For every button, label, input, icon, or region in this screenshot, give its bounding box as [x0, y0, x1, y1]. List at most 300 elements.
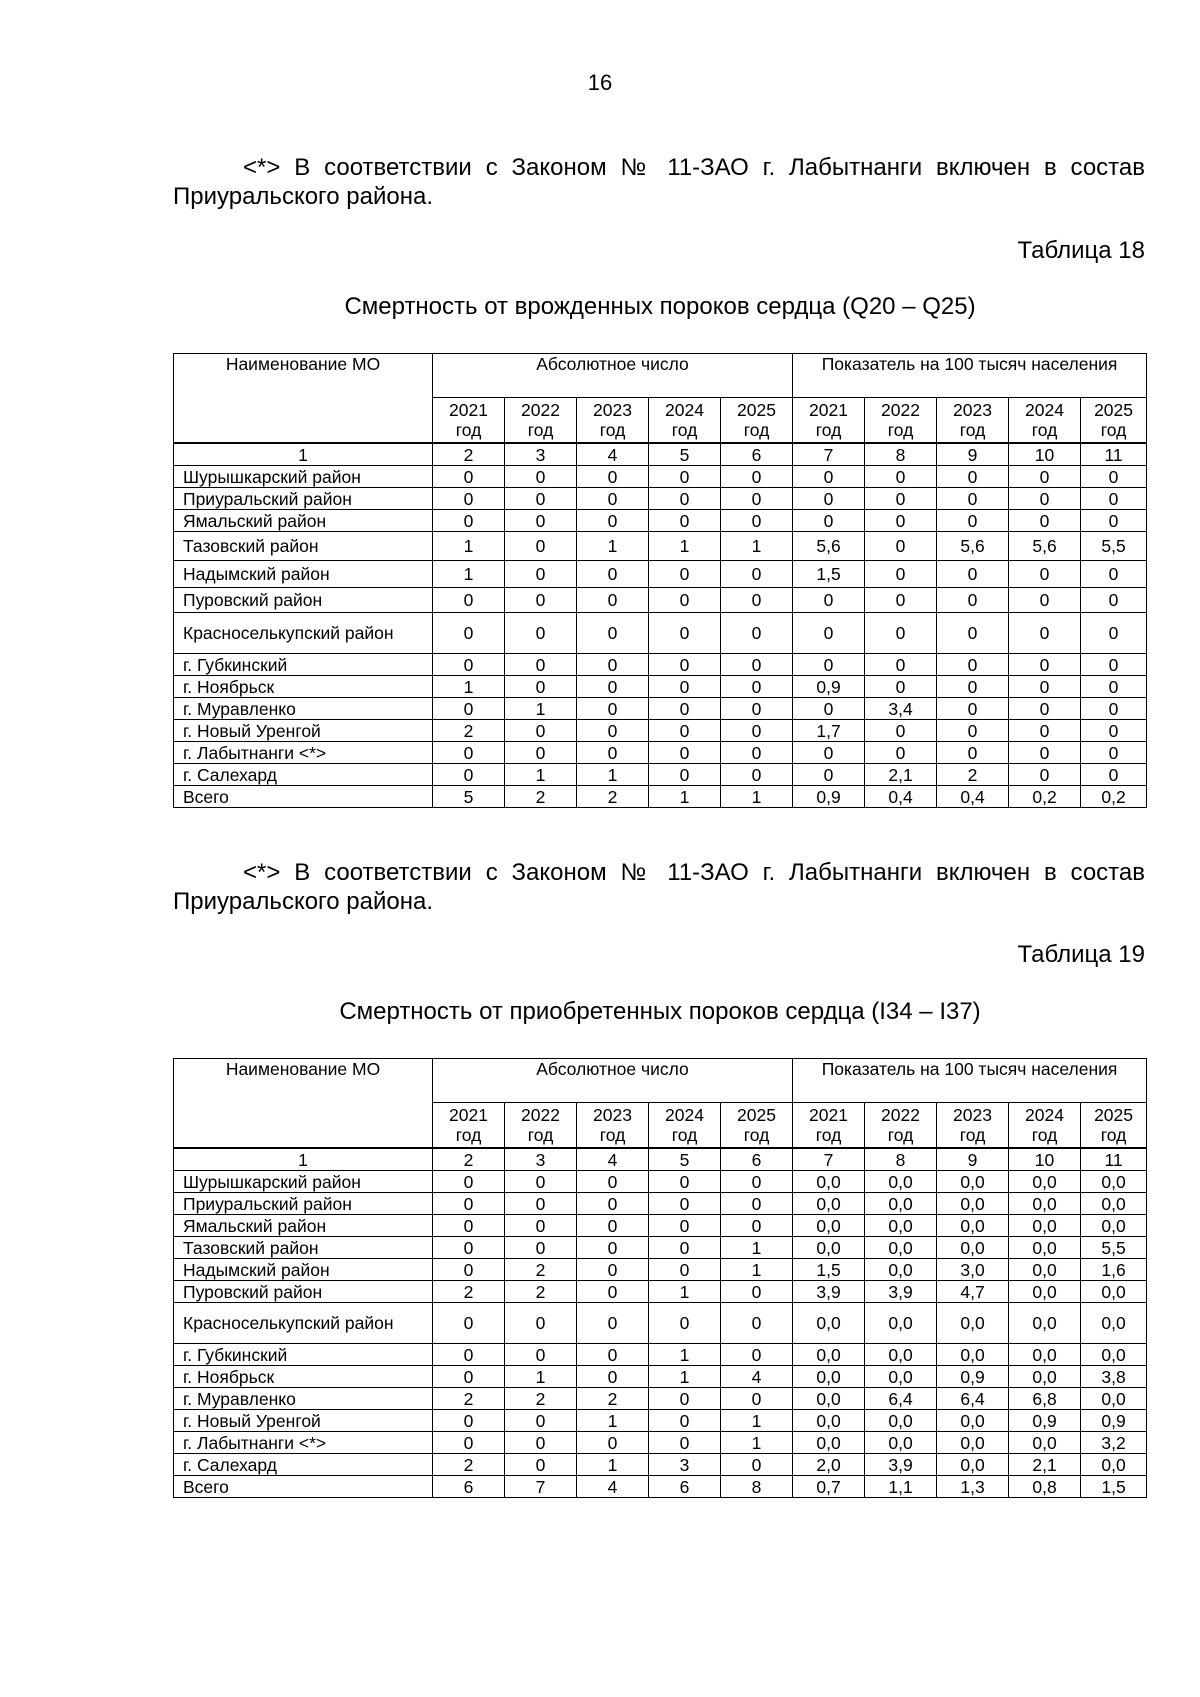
- value-cell: 0: [505, 742, 577, 764]
- value-cell: 0: [433, 1344, 505, 1366]
- value-cell: 0: [433, 764, 505, 786]
- value-cell: 0: [937, 720, 1009, 742]
- value-cell: 0: [649, 742, 721, 764]
- value-cell: 0: [721, 1303, 793, 1344]
- value-cell: 0: [505, 613, 577, 654]
- column-number-cell: 5: [649, 443, 721, 466]
- value-cell: 0: [433, 588, 505, 613]
- column-number-cell: 9: [937, 443, 1009, 466]
- table-row: [174, 1454, 1147, 1476]
- table-row: [174, 1171, 1147, 1193]
- value-cell: 1: [649, 1281, 721, 1303]
- value-cell: 0: [433, 1259, 505, 1281]
- value-cell: 0: [721, 588, 793, 613]
- value-cell: 0,7: [793, 1476, 865, 1498]
- value-cell: 0,0: [865, 1344, 937, 1366]
- value-cell: 0: [937, 510, 1009, 532]
- row-name-cell: Шурышкарский район: [174, 1171, 433, 1193]
- value-cell: 1,5: [1081, 1476, 1147, 1498]
- value-cell: 0,0: [865, 1303, 937, 1344]
- table-19-title: Смертность от приобретенных пороков сердца (I34 – I37): [339, 998, 981, 1025]
- row-name-cell: Приуральский район: [174, 1193, 433, 1215]
- value-cell: 0: [937, 676, 1009, 698]
- header-year-cell: 2025 год: [721, 398, 793, 444]
- value-cell: 0: [577, 466, 649, 488]
- value-cell: 0: [577, 561, 649, 588]
- value-cell: 0,0: [1009, 1259, 1081, 1281]
- value-cell: 0: [433, 1432, 505, 1454]
- value-cell: 0: [793, 588, 865, 613]
- value-cell: 1,3: [937, 1476, 1009, 1498]
- value-cell: 0: [793, 466, 865, 488]
- value-cell: 0: [793, 488, 865, 510]
- value-cell: 0: [865, 588, 937, 613]
- column-number-cell: 2: [433, 1148, 505, 1171]
- page-number: 16: [587, 70, 613, 95]
- value-cell: 0: [577, 742, 649, 764]
- value-cell: 0,0: [865, 1259, 937, 1281]
- value-cell: 2: [505, 1259, 577, 1281]
- value-cell: 0: [433, 742, 505, 764]
- value-cell: 0: [433, 466, 505, 488]
- value-cell: 0,0: [865, 1237, 937, 1259]
- value-cell: 1,5: [793, 1259, 865, 1281]
- value-cell: 0,0: [865, 1366, 937, 1388]
- row-name-cell: г. Муравленко: [174, 1388, 433, 1410]
- value-cell: 0: [793, 510, 865, 532]
- value-cell: 0: [1009, 510, 1081, 532]
- value-cell: 2: [577, 786, 649, 808]
- value-cell: 0,0: [937, 1193, 1009, 1215]
- column-number-cell: 9: [937, 1148, 1009, 1171]
- value-cell: 0: [721, 488, 793, 510]
- value-cell: 8: [721, 1476, 793, 1498]
- value-cell: 0: [1009, 654, 1081, 676]
- header-year-cell: 2021 год: [433, 1103, 505, 1149]
- table-19: [173, 1058, 1147, 1498]
- column-number-cell: 10: [1009, 443, 1081, 466]
- value-cell: 0: [649, 1303, 721, 1344]
- table-row: [174, 698, 1147, 720]
- value-cell: 0: [577, 654, 649, 676]
- row-name-cell: г. Ноябрьск: [174, 676, 433, 698]
- header-year-cell: 2025 год: [1081, 1103, 1147, 1149]
- table-row: [174, 1237, 1147, 1259]
- table-row: [174, 1432, 1147, 1454]
- value-cell: 1: [577, 1454, 649, 1476]
- column-number-cell: 11: [1081, 443, 1147, 466]
- column-number-cell: 3: [505, 1148, 577, 1171]
- value-cell: 0,0: [937, 1344, 1009, 1366]
- table-row: [174, 654, 1147, 676]
- value-cell: 0,0: [1009, 1344, 1081, 1366]
- value-cell: 0,0: [937, 1237, 1009, 1259]
- table-row: [174, 1259, 1147, 1281]
- value-cell: 0: [1009, 676, 1081, 698]
- table-row: [174, 532, 1147, 561]
- value-cell: 0: [505, 561, 577, 588]
- value-cell: 0: [1009, 488, 1081, 510]
- row-name-cell: Всего: [174, 786, 433, 808]
- value-cell: 0,0: [865, 1410, 937, 1432]
- value-cell: 4,7: [937, 1281, 1009, 1303]
- value-cell: 3,9: [865, 1454, 937, 1476]
- row-name-cell: Красноселькупский район: [174, 613, 433, 654]
- value-cell: 0: [721, 1388, 793, 1410]
- value-cell: 0,0: [937, 1215, 1009, 1237]
- value-cell: 1: [649, 532, 721, 561]
- value-cell: 0,0: [1081, 1215, 1147, 1237]
- table-row: [174, 510, 1147, 532]
- column-number-cell: 6: [721, 1148, 793, 1171]
- header-row: [174, 1059, 1147, 1103]
- value-cell: 2: [433, 720, 505, 742]
- value-cell: 2: [433, 1281, 505, 1303]
- value-cell: 5,5: [1081, 1237, 1147, 1259]
- value-cell: 0: [865, 561, 937, 588]
- value-cell: 2,1: [1009, 1454, 1081, 1476]
- value-cell: 0: [577, 1171, 649, 1193]
- table-row: [174, 613, 1147, 654]
- value-cell: 2: [505, 1281, 577, 1303]
- value-cell: 3: [649, 1454, 721, 1476]
- value-cell: 0: [1081, 561, 1147, 588]
- value-cell: 0: [649, 1410, 721, 1432]
- header-rate-cell: Показатель на 100 тысяч населения: [793, 354, 1147, 398]
- header-year-cell: 2023 год: [577, 398, 649, 444]
- value-cell: 0: [1081, 510, 1147, 532]
- value-cell: 0: [937, 488, 1009, 510]
- value-cell: 0: [505, 1454, 577, 1476]
- header-year-cell: 2025 год: [1081, 398, 1147, 444]
- value-cell: 0: [505, 654, 577, 676]
- value-cell: 0: [721, 466, 793, 488]
- column-number-cell: 1: [174, 443, 433, 466]
- value-cell: 0,0: [1009, 1171, 1081, 1193]
- value-cell: 0: [505, 1410, 577, 1432]
- value-cell: 5,6: [937, 532, 1009, 561]
- value-cell: 0: [721, 676, 793, 698]
- value-cell: 0: [505, 510, 577, 532]
- row-name-cell: г. Новый Уренгой: [174, 720, 433, 742]
- value-cell: 0: [433, 613, 505, 654]
- table-18-label: Таблица 18: [1017, 237, 1145, 264]
- value-cell: 0: [721, 510, 793, 532]
- value-cell: 0: [865, 613, 937, 654]
- value-cell: 0: [721, 720, 793, 742]
- row-name-cell: Красноселькупский район: [174, 1303, 433, 1344]
- table-row: [174, 1410, 1147, 1432]
- value-cell: 0: [1009, 588, 1081, 613]
- table-row: [174, 676, 1147, 698]
- table-row: [174, 1215, 1147, 1237]
- header-year-cell: 2022 год: [865, 398, 937, 444]
- table-row: [174, 488, 1147, 510]
- value-cell: 1,5: [793, 561, 865, 588]
- table-row: [174, 1303, 1147, 1344]
- value-cell: 0: [649, 613, 721, 654]
- column-number-cell: 8: [865, 1148, 937, 1171]
- value-cell: 3,2: [1081, 1432, 1147, 1454]
- value-cell: 0: [577, 1281, 649, 1303]
- value-cell: 0,0: [1009, 1303, 1081, 1344]
- value-cell: 1: [577, 764, 649, 786]
- header-year-cell: 2025 год: [721, 1103, 793, 1149]
- table-row: [174, 1344, 1147, 1366]
- value-cell: 0: [1009, 698, 1081, 720]
- value-cell: 1: [433, 676, 505, 698]
- value-cell: 4: [721, 1366, 793, 1388]
- table-row: [174, 742, 1147, 764]
- value-cell: 0,9: [1009, 1410, 1081, 1432]
- footnote-1-text: <*> В соответствии с Законом № 11-ЗАО г. Лабытнанги включен в состав Приуральского района.: [173, 154, 1145, 210]
- header-absolute-cell: Абсолютное число: [433, 1059, 793, 1103]
- value-cell: 0: [433, 1366, 505, 1388]
- value-cell: 0: [721, 1454, 793, 1476]
- column-number-cell: 7: [793, 443, 865, 466]
- table-row: [174, 764, 1147, 786]
- value-cell: 0: [577, 1432, 649, 1454]
- header-absolute-cell: Абсолютное число: [433, 354, 793, 398]
- value-cell: 0: [937, 561, 1009, 588]
- value-cell: 0: [1009, 720, 1081, 742]
- header-year-cell: 2022 год: [505, 398, 577, 444]
- row-name-cell: Всего: [174, 1476, 433, 1498]
- table-18-title: Смертность от врожденных пороков сердца (Q20 – Q25): [344, 293, 976, 320]
- value-cell: 0,0: [1081, 1454, 1147, 1476]
- value-cell: 1,6: [1081, 1259, 1147, 1281]
- value-cell: 0: [721, 698, 793, 720]
- value-cell: 1: [577, 1410, 649, 1432]
- row-name-cell: г. Салехард: [174, 1454, 433, 1476]
- value-cell: 0: [505, 1303, 577, 1344]
- column-number-cell: 7: [793, 1148, 865, 1171]
- header-year-cell: 2024 год: [1009, 398, 1081, 444]
- value-cell: 0: [649, 1432, 721, 1454]
- footnote-1: [173, 153, 1145, 211]
- value-cell: 0: [1009, 561, 1081, 588]
- value-cell: 0: [937, 698, 1009, 720]
- value-cell: 0,4: [937, 786, 1009, 808]
- value-cell: 1: [721, 532, 793, 561]
- row-name-cell: г. Ноябрьск: [174, 1366, 433, 1388]
- value-cell: 0,0: [937, 1171, 1009, 1193]
- value-cell: 0: [577, 1215, 649, 1237]
- value-cell: 1: [721, 1432, 793, 1454]
- column-number-cell: 4: [577, 443, 649, 466]
- table-row: [174, 466, 1147, 488]
- value-cell: 0,0: [937, 1303, 1009, 1344]
- value-cell: 2: [505, 786, 577, 808]
- value-cell: 0: [505, 720, 577, 742]
- row-name-cell: г. Лабытнанги <*>: [174, 1432, 433, 1454]
- value-cell: 0: [577, 1193, 649, 1215]
- value-cell: 0: [1009, 466, 1081, 488]
- header-year-cell: 2021 год: [793, 1103, 865, 1149]
- value-cell: 0: [1081, 720, 1147, 742]
- value-cell: 0: [577, 1344, 649, 1366]
- value-cell: 0,0: [793, 1366, 865, 1388]
- value-cell: 0,0: [1081, 1388, 1147, 1410]
- value-cell: 0,0: [793, 1303, 865, 1344]
- value-cell: 0,4: [865, 786, 937, 808]
- value-cell: 0: [793, 613, 865, 654]
- value-cell: 0,0: [1009, 1193, 1081, 1215]
- value-cell: 1: [649, 1344, 721, 1366]
- column-number-cell: 2: [433, 443, 505, 466]
- value-cell: 0,0: [793, 1215, 865, 1237]
- footnote-2-text: <*> В соответствии с Законом № 11-ЗАО г. Лабытнанги включен в состав Приуральского района.: [173, 859, 1145, 915]
- value-cell: 0: [721, 613, 793, 654]
- table-row: [174, 1388, 1147, 1410]
- column-number-cell: 1: [174, 1148, 433, 1171]
- value-cell: 0,0: [793, 1388, 865, 1410]
- value-cell: 0,8: [1009, 1476, 1081, 1498]
- value-cell: 3,8: [1081, 1366, 1147, 1388]
- header-year-cell: 2023 год: [937, 1103, 1009, 1149]
- value-cell: 1: [505, 1366, 577, 1388]
- value-cell: 0: [1081, 742, 1147, 764]
- value-cell: 2,0: [793, 1454, 865, 1476]
- value-cell: 0,0: [793, 1344, 865, 1366]
- value-cell: 0: [649, 488, 721, 510]
- value-cell: 0: [721, 1193, 793, 1215]
- row-name-cell: Пуровский район: [174, 1281, 433, 1303]
- value-cell: 2: [433, 1388, 505, 1410]
- value-cell: 0: [433, 1303, 505, 1344]
- value-cell: 0: [649, 588, 721, 613]
- row-name-cell: г. Губкинский: [174, 654, 433, 676]
- header-year-cell: 2022 год: [505, 1103, 577, 1149]
- value-cell: 0,2: [1009, 786, 1081, 808]
- table-row: [174, 588, 1147, 613]
- value-cell: 0: [577, 588, 649, 613]
- header-year-cell: 2024 год: [649, 398, 721, 444]
- value-cell: 0: [937, 588, 1009, 613]
- value-cell: 0: [649, 466, 721, 488]
- value-cell: 0: [505, 588, 577, 613]
- value-cell: 5,6: [1009, 532, 1081, 561]
- value-cell: 0: [433, 488, 505, 510]
- value-cell: 0,0: [1081, 1193, 1147, 1215]
- value-cell: 0: [865, 510, 937, 532]
- value-cell: 0: [865, 742, 937, 764]
- value-cell: 0,0: [937, 1454, 1009, 1476]
- value-cell: 0: [433, 1171, 505, 1193]
- value-cell: 0: [649, 764, 721, 786]
- value-cell: 0,0: [1081, 1281, 1147, 1303]
- value-cell: 2: [505, 1388, 577, 1410]
- value-cell: 4: [577, 1476, 649, 1498]
- value-cell: 0: [649, 510, 721, 532]
- value-cell: 0,0: [865, 1171, 937, 1193]
- value-cell: 0,0: [865, 1193, 937, 1215]
- value-cell: 0: [721, 1215, 793, 1237]
- row-name-cell: Тазовский район: [174, 532, 433, 561]
- value-cell: 0: [721, 561, 793, 588]
- table-row: [174, 561, 1147, 588]
- column-number-cell: 11: [1081, 1148, 1147, 1171]
- value-cell: 0,2: [1081, 786, 1147, 808]
- value-cell: 0,0: [793, 1171, 865, 1193]
- value-cell: 0: [505, 1215, 577, 1237]
- value-cell: 0: [577, 613, 649, 654]
- value-cell: 0,0: [937, 1432, 1009, 1454]
- column-number-cell: 8: [865, 443, 937, 466]
- value-cell: 0: [649, 1388, 721, 1410]
- value-cell: 0: [937, 654, 1009, 676]
- value-cell: 0,0: [1081, 1344, 1147, 1366]
- value-cell: 0: [865, 488, 937, 510]
- value-cell: 0: [793, 654, 865, 676]
- value-cell: 1: [505, 698, 577, 720]
- value-cell: 0,9: [937, 1366, 1009, 1388]
- value-cell: 0: [1081, 654, 1147, 676]
- value-cell: 0: [649, 698, 721, 720]
- value-cell: 0: [793, 764, 865, 786]
- value-cell: 0: [937, 466, 1009, 488]
- value-cell: 2: [577, 1388, 649, 1410]
- value-cell: 1: [649, 786, 721, 808]
- value-cell: 0: [505, 1344, 577, 1366]
- value-cell: 1: [577, 532, 649, 561]
- value-cell: 1: [721, 786, 793, 808]
- value-cell: 0: [1081, 676, 1147, 698]
- value-cell: 0: [577, 720, 649, 742]
- value-cell: 0: [505, 466, 577, 488]
- column-number-cell: 6: [721, 443, 793, 466]
- value-cell: 0: [721, 1344, 793, 1366]
- footnote-2: [173, 858, 1145, 916]
- value-cell: 0: [649, 654, 721, 676]
- value-cell: 0: [505, 532, 577, 561]
- value-cell: 2: [433, 1454, 505, 1476]
- value-cell: 0: [433, 510, 505, 532]
- value-cell: 0: [1081, 466, 1147, 488]
- table-row: [174, 1193, 1147, 1215]
- row-name-cell: Пуровский район: [174, 588, 433, 613]
- row-name-cell: г. Муравленко: [174, 698, 433, 720]
- value-cell: 0: [865, 654, 937, 676]
- value-cell: 0: [649, 720, 721, 742]
- value-cell: 0: [1081, 613, 1147, 654]
- header-year-cell: 2023 год: [577, 1103, 649, 1149]
- value-cell: 0: [505, 1193, 577, 1215]
- value-cell: 0: [433, 654, 505, 676]
- table-row: [174, 786, 1147, 808]
- value-cell: 5: [433, 786, 505, 808]
- value-cell: 0: [577, 676, 649, 698]
- value-cell: 1: [433, 561, 505, 588]
- value-cell: 1: [721, 1259, 793, 1281]
- value-cell: 0: [649, 1171, 721, 1193]
- value-cell: 0,9: [1081, 1410, 1147, 1432]
- value-cell: 1,1: [865, 1476, 937, 1498]
- value-cell: 0: [577, 698, 649, 720]
- value-cell: 7: [505, 1476, 577, 1498]
- column-number-cell: 4: [577, 1148, 649, 1171]
- value-cell: 0: [865, 676, 937, 698]
- value-cell: 0,0: [1081, 1171, 1147, 1193]
- value-cell: 0: [577, 1259, 649, 1281]
- column-number-cell: 5: [649, 1148, 721, 1171]
- table-row: [174, 720, 1147, 742]
- value-cell: 1,7: [793, 720, 865, 742]
- value-cell: 0,0: [865, 1432, 937, 1454]
- row-name-cell: г. Салехард: [174, 764, 433, 786]
- row-name-cell: Надымский район: [174, 1259, 433, 1281]
- value-cell: 1: [721, 1237, 793, 1259]
